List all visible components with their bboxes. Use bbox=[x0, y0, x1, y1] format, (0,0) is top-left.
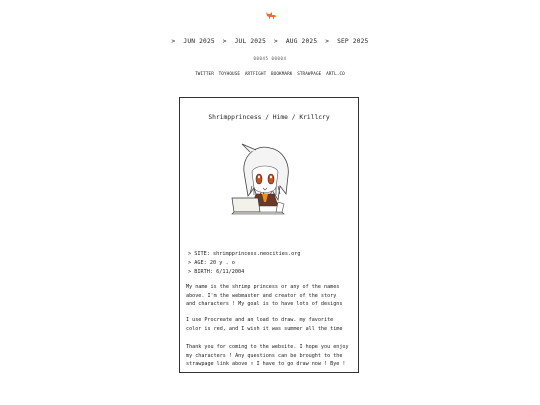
link-artfight[interactable]: ARTFIGHT bbox=[244, 72, 267, 77]
info-age-text: AGE: 20 y . o bbox=[194, 260, 235, 266]
bio-line: and characters ! My goal is to have lots of designs bbox=[186, 301, 343, 308]
bio-line: My name is the shrimp princess or any of the names bbox=[186, 284, 340, 290]
nav-separator: > bbox=[325, 38, 330, 45]
profile-info-list bbox=[188, 250, 300, 277]
avatar-illustration bbox=[228, 142, 300, 216]
bio-line: color is red, and I wish it was summer all the time bbox=[186, 325, 343, 332]
link-bookmark[interactable]: BOOKMARK bbox=[271, 72, 293, 77]
info-birth bbox=[188, 268, 300, 277]
info-birth-text: BIRTH: 6/11/2004 bbox=[194, 269, 245, 275]
month-link-jun-2025[interactable]: JUN 2025 bbox=[183, 38, 215, 45]
info-site-text: SITE: shrimpprincess.neocities.org bbox=[194, 251, 301, 257]
link-toyhouse[interactable]: TOYHOUSE bbox=[218, 72, 241, 77]
info-site bbox=[188, 250, 300, 259]
bio-paragraph-thanks bbox=[186, 343, 354, 369]
link-strawpage[interactable]: STRAWPAGE bbox=[297, 72, 322, 77]
bio-paragraph-art bbox=[186, 316, 354, 333]
info-bullet: > bbox=[188, 260, 192, 266]
visit-counter: 00045 00004 bbox=[253, 56, 287, 61]
month-link-jul-2025[interactable]: JUL 2025 bbox=[234, 38, 267, 45]
profile-title: Shrimpprincess / Hime / Krillcry bbox=[208, 114, 330, 121]
fox-icon[interactable] bbox=[265, 11, 277, 21]
nav-separator: > bbox=[171, 38, 176, 45]
info-age bbox=[188, 259, 300, 268]
month-archive-nav bbox=[0, 38, 540, 45]
nav-separator: > bbox=[273, 38, 278, 45]
bio-paragraph-intro bbox=[186, 283, 354, 309]
month-link-aug-2025[interactable]: AUG 2025 bbox=[285, 38, 318, 45]
link-artl-co[interactable]: ARTL.CO bbox=[326, 72, 345, 77]
info-bullet: > bbox=[188, 251, 192, 257]
social-links bbox=[0, 72, 540, 77]
month-link-sep-2025[interactable]: SEP 2025 bbox=[337, 38, 369, 45]
link-twitter[interactable]: TWITTER bbox=[195, 72, 214, 77]
bio-line: above. I'm the webmaster and creator of the story bbox=[186, 292, 337, 299]
info-bullet: > bbox=[188, 269, 192, 275]
profile-card bbox=[179, 97, 359, 373]
nav-separator: > bbox=[222, 38, 227, 45]
bio-line: my characters ! Any questions can be brought to the bbox=[186, 352, 343, 359]
bio-line: I use Procreate and an load to draw. my favorite bbox=[186, 317, 334, 323]
bio-line: Thank you for coming to the website. I hope you enjoy bbox=[186, 344, 349, 350]
bio-line: strawpage link above ↑ I have to go draw now ! Bye ! bbox=[186, 361, 346, 368]
